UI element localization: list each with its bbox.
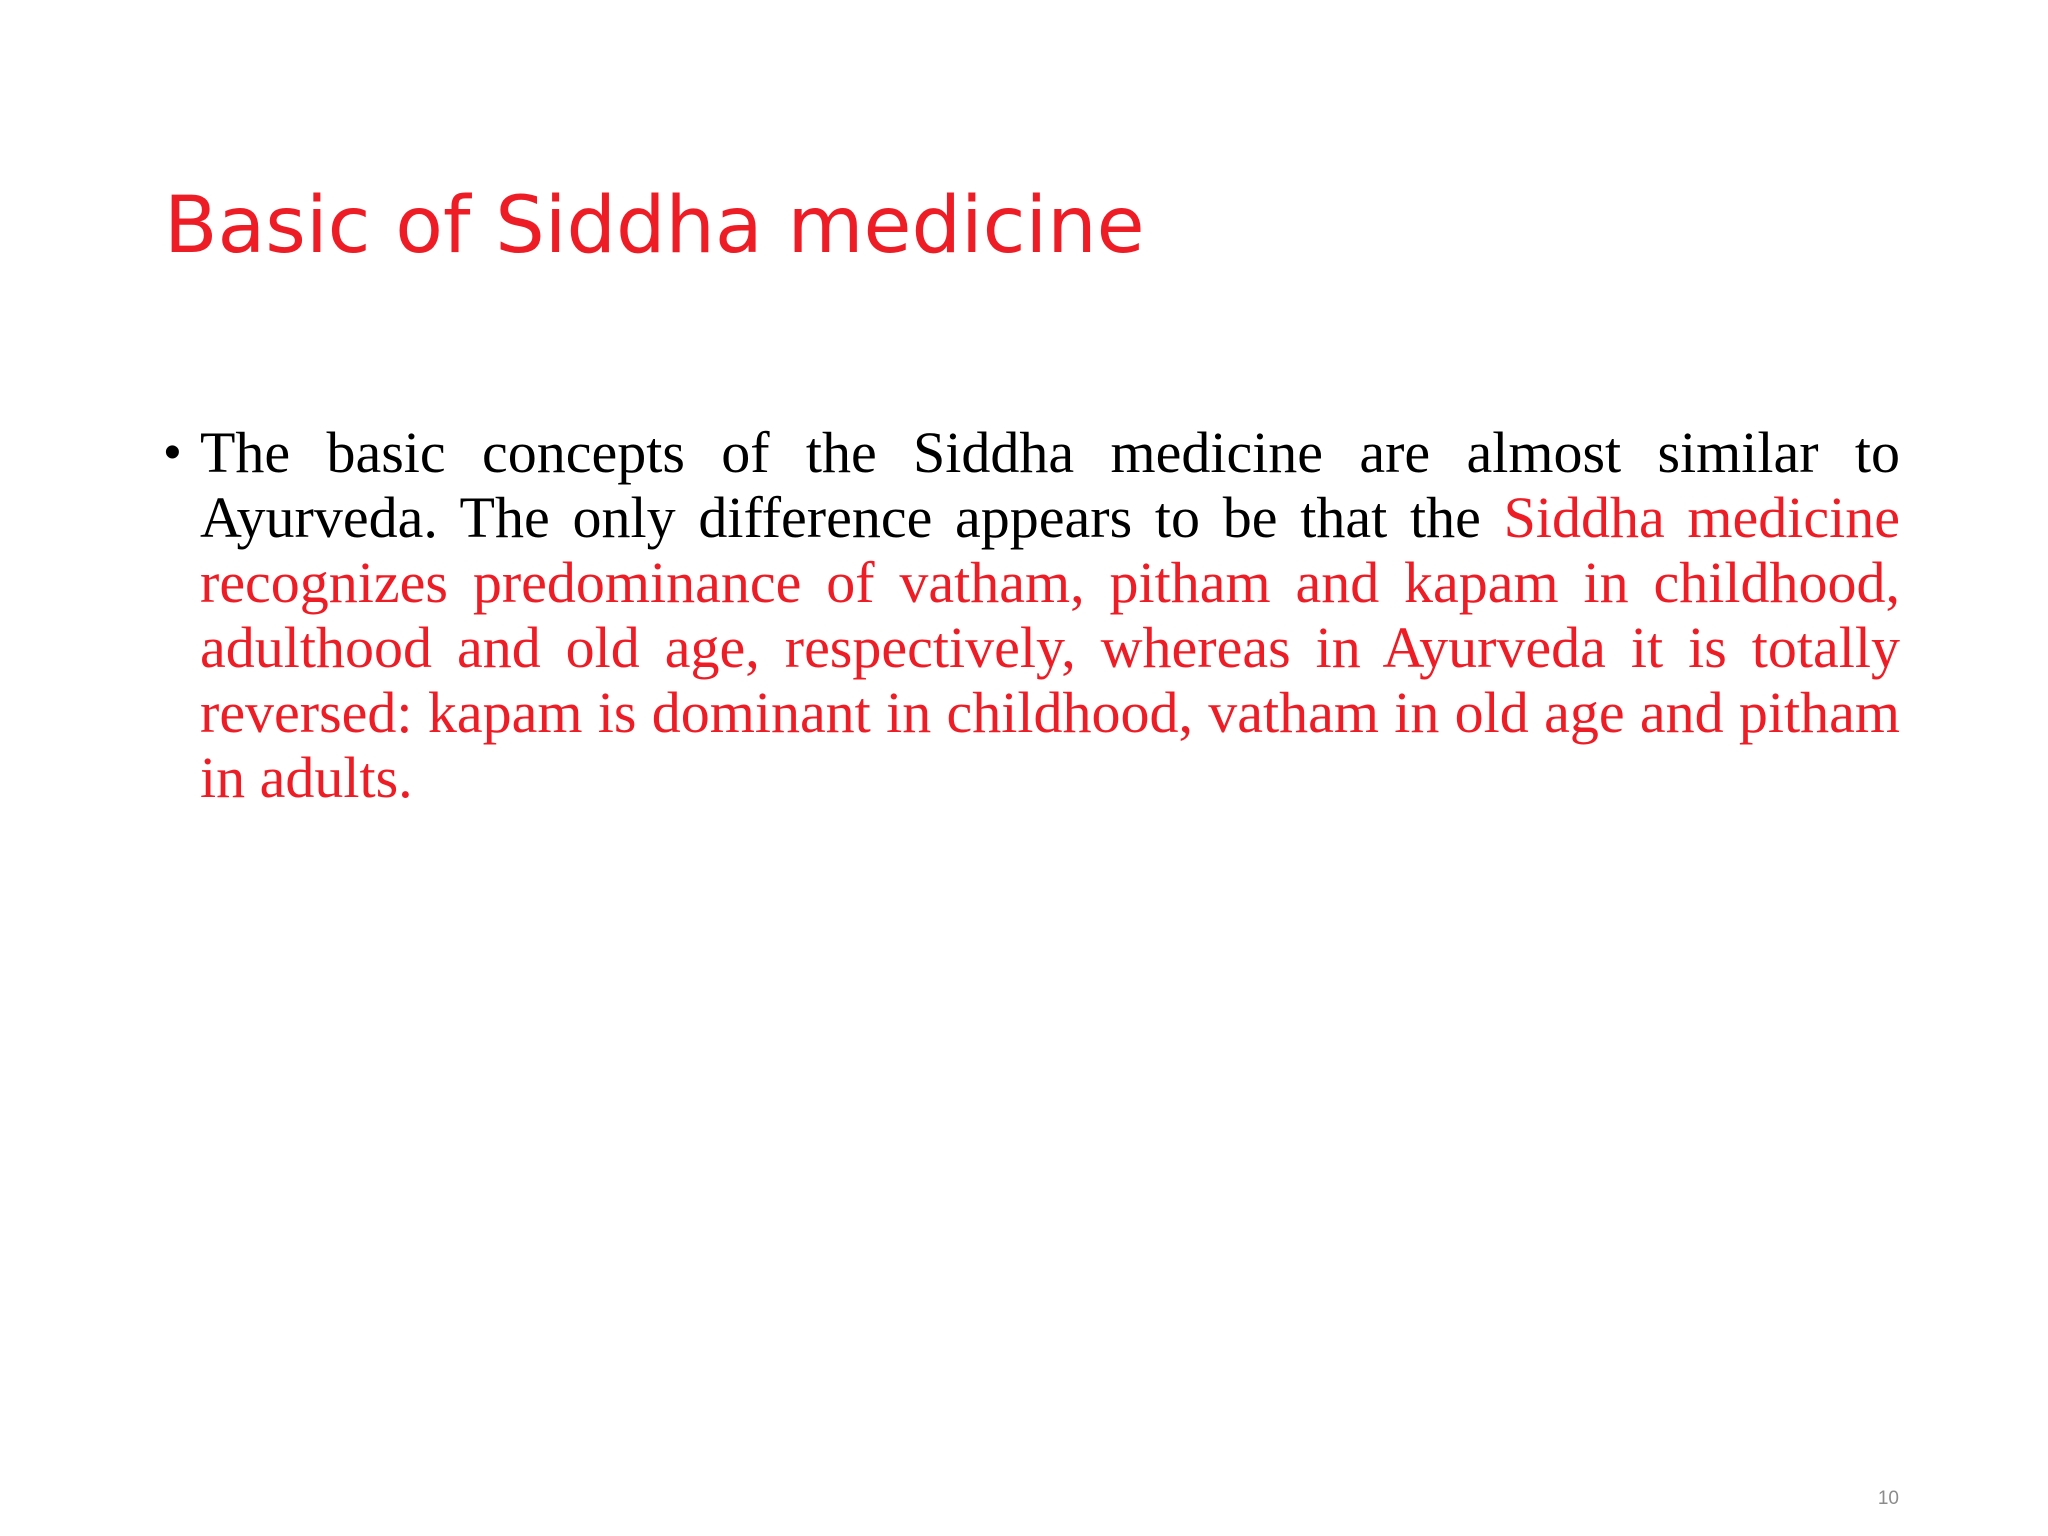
bullet-text-red: Siddha medicine recognizes predominance of vatham, pitham and kapam in childhood, adulthood and old age, respectively, whereas in Ayurveda it is totally reversed: kapam is dominant in childhood, vatham in old age and pitham in adults. [200, 485, 1901, 810]
bullet-dot-icon: • [164, 426, 181, 479]
bullet-item [160, 420, 1900, 810]
bullet-text-black: The basic concepts of the Siddha medicine are almost similar to Ayurveda. The only difference appears to be that the [200, 420, 1900, 550]
slide-title: Basic of Siddha medicine [164, 181, 1145, 271]
page-number: 10 [1877, 1488, 1899, 1509]
bullet-list [160, 420, 1900, 810]
